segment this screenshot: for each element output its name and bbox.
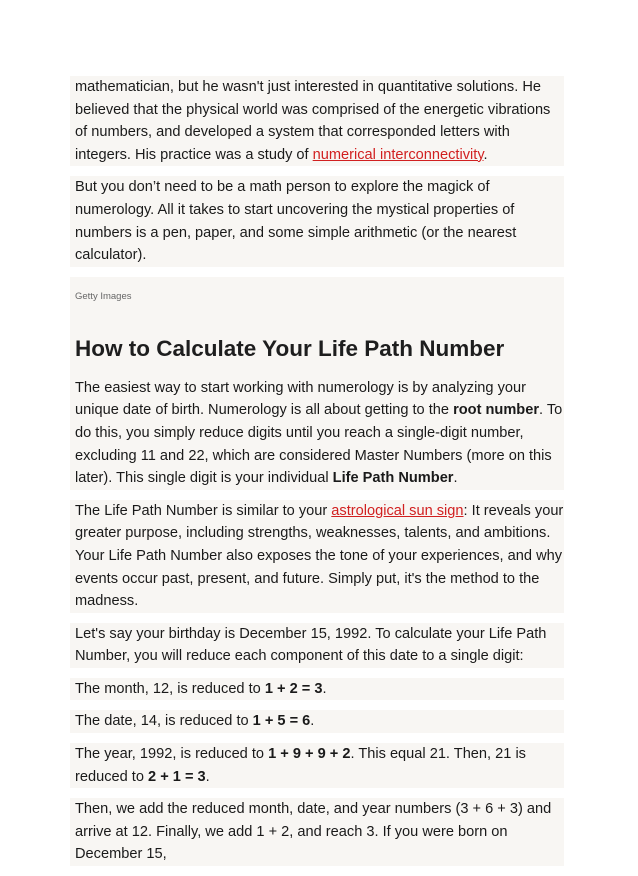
text: mathematician, but he wasn't just interested in quantitative solutions. He believed that the physical world was comprised of the energetic vibrations of numbers, and developed a system that corresponded letters with integers. His practice was a study of	[75, 79, 551, 163]
article-body	[70, 76, 564, 876]
bold-equation: 1 + 5 = 6	[252, 713, 311, 730]
paragraph-year	[70, 743, 564, 788]
astrological-sun-sign-link[interactable]: astrological sun sign	[331, 502, 464, 519]
text: .	[205, 768, 210, 785]
paragraph-birthday-example: Let's say your birthday is December 15, 1992. To calculate your Life Path Number, you will reduce each component of this date to a single digit:	[70, 623, 564, 668]
text: .	[310, 713, 315, 730]
text: .	[483, 146, 488, 163]
text: The easiest way to start working with numerology is by analyzing your unique date of birth. Numerology is all about getting to the	[75, 379, 526, 419]
text: The month, 12, is reduced to	[75, 680, 265, 697]
text: .	[453, 470, 458, 487]
text: . This equal 21. Then, 21 is reduced to	[75, 746, 526, 785]
numerical-interconnectivity-link[interactable]: numerical interconnectivity	[312, 146, 484, 163]
text: The year, 1992, is reduced to	[75, 746, 269, 763]
text: The date, 14, is reduced to	[75, 713, 253, 730]
bold-root-number: root number	[453, 402, 540, 419]
paragraph-month	[70, 678, 564, 701]
paragraph-sun-sign	[70, 500, 564, 613]
paragraph-sum: Then, we add the reduced month, date, and year numbers (3 + 6 + 3) and arrive at 12. Finally, we add 1 + 2, and reach 3. If you were born on December 15,	[70, 798, 564, 866]
paragraph-math-person: But you don’t need to be a math person to explore the magick of numerology. All it takes to start uncovering the mystical properties of numbers is a pen, paper, and some simple arithmetic (or the nearest calculator).	[70, 176, 564, 266]
text: .	[322, 680, 327, 697]
text: The Life Path Number is similar to your	[75, 502, 332, 519]
bold-equation: 1 + 9 + 9 + 2	[268, 746, 351, 763]
paragraph-root-number	[70, 377, 564, 490]
section-heading: How to Calculate Your Life Path Number	[70, 333, 564, 377]
text: . To do this, you simply reduce digits until you reach a single-digit number, excluding 11 and 22, which are considered Master Numbers (more on this later). This single digit is your individual	[75, 402, 563, 487]
bold-life-path-number: Life Path Number	[332, 470, 454, 487]
text: : It reveals your greater purpose, including strengths, weaknesses, talents, and ambitions. Your Life Path Number also exposes the tone of your experiences, and why events occur past, present, and future. Simply put, it's the method to the madness.	[75, 502, 564, 610]
bold-equation: 2 + 1 = 3	[148, 768, 206, 785]
bold-equation: 1 + 2 = 3	[264, 680, 323, 697]
paragraph-intro	[70, 76, 564, 166]
paragraph-date	[70, 710, 564, 733]
image-caption: Getty Images	[70, 277, 564, 333]
